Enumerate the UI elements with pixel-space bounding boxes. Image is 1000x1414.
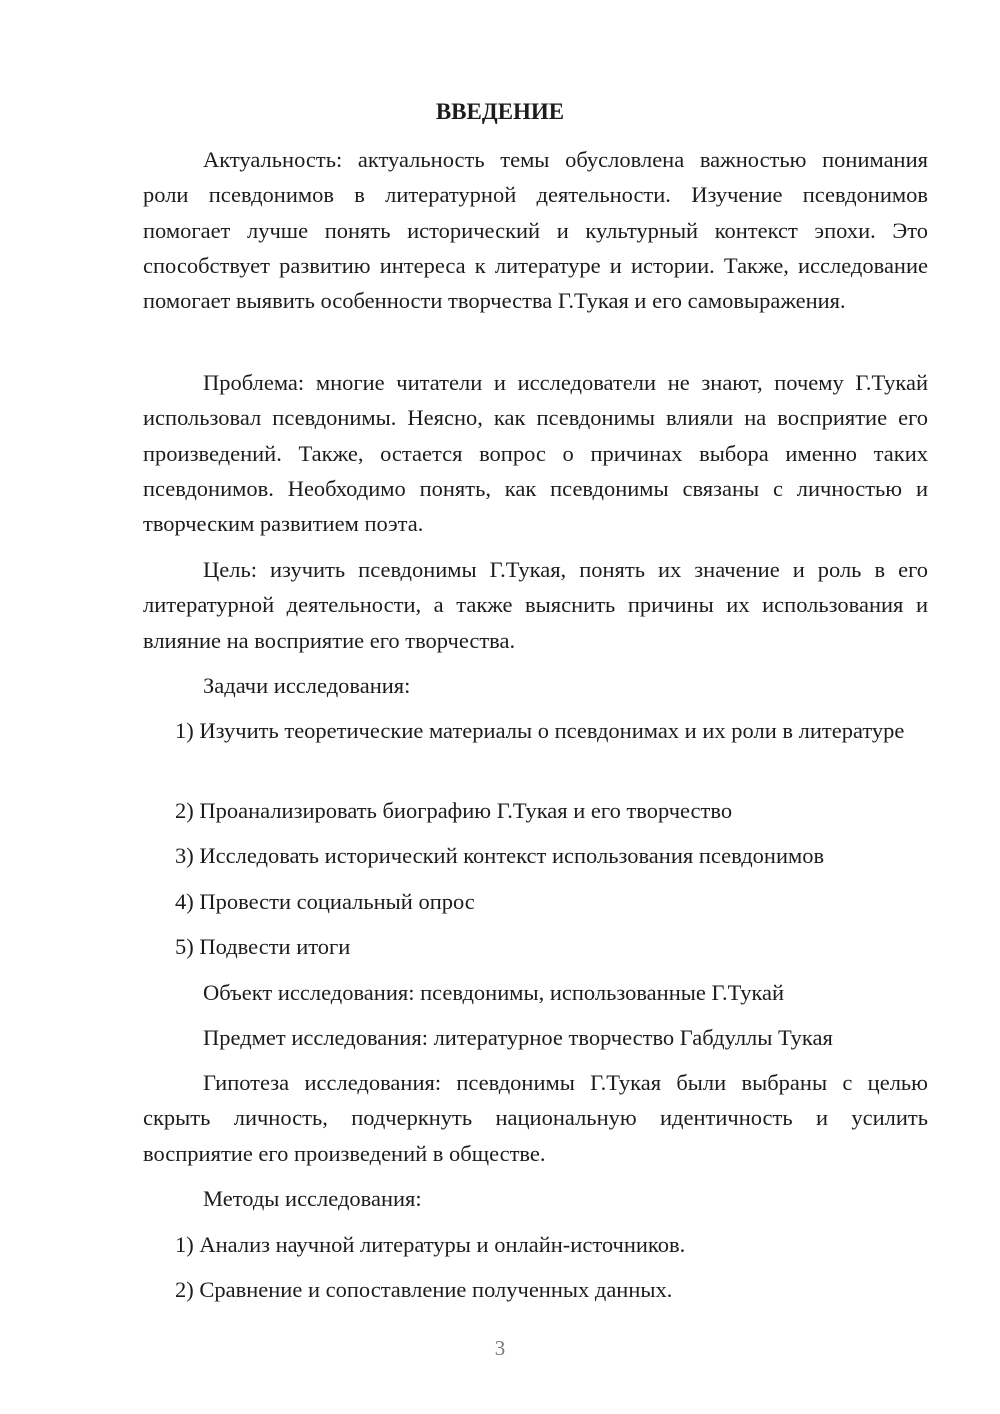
paragraph-goal: Цель: изучить псевдонимы Г.Тукая, понять их значение и роль в его литературной деятельности, а также выяснить причины их использования и влияние на восприятие его творчества.: [143, 557, 928, 653]
task-item-2: 2) Проанализировать биографию Г.Тукая и его творчество: [175, 798, 733, 823]
paragraph-problem: Проблема: многие читатели и исследователи не знают, почему Г.Тукай использовал псевдонимы. Неясно, как псевдонимы влияли на восприятие его произведений. Также, остается вопрос о причинах выбора именно таких псевдонимов. Необходимо понять, как псевдонимы связаны с личностью и творческим развитием поэта.: [143, 370, 928, 537]
task-item-4: 4) Провести социальный опрос: [175, 889, 475, 914]
methods-heading: Методы исследования:: [203, 1186, 422, 1211]
task-item-1: 1) Изучить теоретические материалы о псевдонимах и их роли в литературе: [175, 718, 905, 743]
research-subject: Предмет исследования: литературное творчество Габдуллы Тукая: [203, 1025, 833, 1050]
paragraph-relevance: Актуальность: актуальность темы обусловлена важностью понимания роли псевдонимов в литературной деятельности. Изучение псевдонимов помогает лучше понять исторический и культурный контекст эпохи. Это способствует развитию интереса к литературе и истории. Также, исследование помогает выявить особенности творчества Г.Тукая и его самовыражения.: [143, 147, 928, 314]
method-item-2: 2) Сравнение и сопоставление полученных данных.: [175, 1277, 673, 1302]
section-title: ВВЕДЕНИЕ: [435, 99, 565, 124]
page-number: 3: [494, 1336, 506, 1360]
tasks-heading: Задачи исследования:: [203, 673, 411, 698]
research-object: Объект исследования: псевдонимы, использованные Г.Тукай: [203, 980, 785, 1005]
task-item-5: 5) Подвести итоги: [175, 934, 351, 959]
method-item-1: 1) Анализ научной литературы и онлайн-источников.: [175, 1232, 686, 1257]
paragraph-hypothesis: Гипотеза исследования: псевдонимы Г.Тукая были выбраны с целью скрыть личность, подчеркнуть национальную идентичность и усилить восприятие его произведений в обществе.: [143, 1070, 928, 1166]
task-item-3: 3) Исследовать исторический контекст использования псевдонимов: [175, 843, 825, 868]
